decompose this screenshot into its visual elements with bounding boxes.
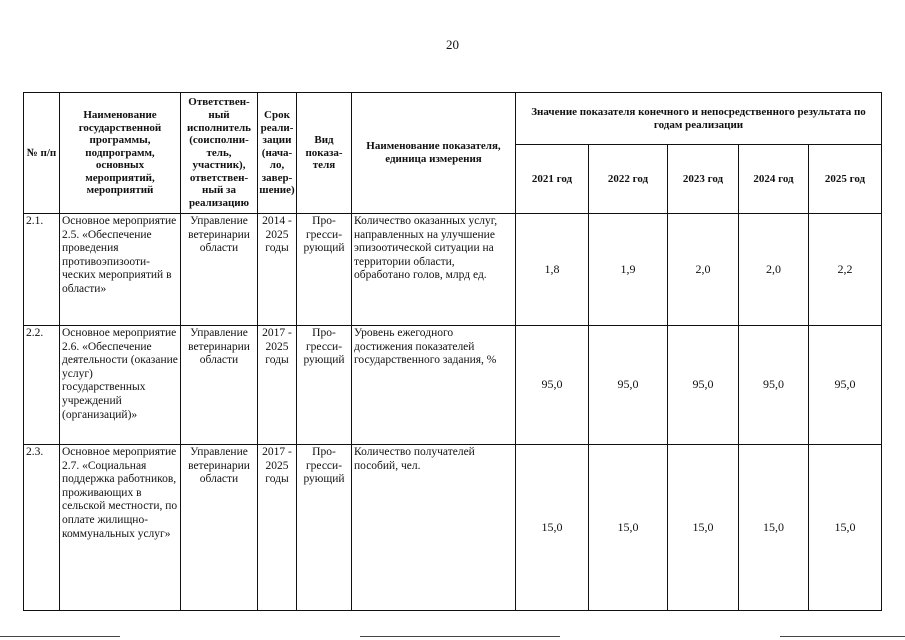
header-year: 2021 год <box>516 145 589 214</box>
indicator-name-cell: Количество оказанных услуг, направленных на улучшение эпизоотической ситуации на территории области, обработано голов, млрд ед. <box>352 214 516 326</box>
indicator-kind-cell: Про-гресси-рующий <box>297 214 352 326</box>
value-cell: 15,0 <box>809 445 882 611</box>
program-name-cell: Основное мероприятие 2.7. «Социальная поддержка работников, проживающих в сельской местности, по оплате жилищно-коммунальных услуг» <box>60 445 181 611</box>
indicator-kind-cell: Про-гресси-рующий <box>297 326 352 445</box>
value-cell: 1,8 <box>516 214 589 326</box>
header-year: 2022 год <box>589 145 668 214</box>
table-row <box>24 326 882 445</box>
scan-artifact-line <box>360 636 560 637</box>
program-name-cell: Основное мероприятие 2.6. «Обеспечение деятельности (оказание услуг) государственных учреждений (организаций)» <box>60 326 181 445</box>
executor-cell: Управление ветеринарии области <box>181 445 258 611</box>
table-row <box>24 445 882 611</box>
table-row <box>24 214 882 326</box>
value-cell: 95,0 <box>809 326 882 445</box>
program-name-cell: Основное мероприятие 2.5. «Обеспечение проведения противоэпизооти-ческих мероприятий в области» <box>60 214 181 326</box>
indicator-kind-cell: Про-гресси-рующий <box>297 445 352 611</box>
value-cell: 2,2 <box>809 214 882 326</box>
row-number: 2.2. <box>24 326 60 445</box>
value-cell: 2,0 <box>668 214 739 326</box>
header-program-name: Наименование государственной программы, подпрограмм, основных мероприятий, мероприятий <box>60 93 181 214</box>
header-executor: Ответствен-ный исполнитель (соисполни-тель, участник), ответствен-ный за реализацию <box>181 93 258 214</box>
term-cell: 2014 - 2025 годы <box>258 214 297 326</box>
indicator-name-cell: Количество получателей пособий, чел. <box>352 445 516 611</box>
value-cell: 2,0 <box>739 214 809 326</box>
indicator-name-cell: Уровень ежегодного достижения показателей государственного задания, % <box>352 326 516 445</box>
value-cell: 95,0 <box>516 326 589 445</box>
header-result-group: Значение показателя конечного и непосредственного результата по годам реализации <box>516 93 882 145</box>
indicators-table <box>23 92 882 611</box>
value-cell: 95,0 <box>668 326 739 445</box>
scan-artifact-line <box>780 636 905 637</box>
page-number: 20 <box>446 37 459 52</box>
header-kind: Вид показа-теля <box>297 93 352 214</box>
row-number: 2.1. <box>24 214 60 326</box>
term-cell: 2017 - 2025 годы <box>258 326 297 445</box>
value-cell: 95,0 <box>589 326 668 445</box>
executor-cell: Управление ветеринарии области <box>181 326 258 445</box>
executor-cell: Управление ветеринарии области <box>181 214 258 326</box>
term-cell: 2017 - 2025 годы <box>258 445 297 611</box>
value-cell: 15,0 <box>589 445 668 611</box>
header-year: 2024 год <box>739 145 809 214</box>
row-number: 2.3. <box>24 445 60 611</box>
value-cell: 15,0 <box>516 445 589 611</box>
scan-artifact-line <box>0 636 120 637</box>
value-cell: 15,0 <box>739 445 809 611</box>
header-row <box>24 93 882 145</box>
value-cell: 15,0 <box>668 445 739 611</box>
header-indicator: Наименование показателя, единица измерения <box>352 93 516 214</box>
value-cell: 95,0 <box>739 326 809 445</box>
header-year: 2023 год <box>668 145 739 214</box>
header-num: № п/п <box>24 93 60 214</box>
header-year: 2025 год <box>809 145 882 214</box>
header-term: Срок реали-зации (нача-ло, завер-шение) <box>258 93 297 214</box>
value-cell: 1,9 <box>589 214 668 326</box>
